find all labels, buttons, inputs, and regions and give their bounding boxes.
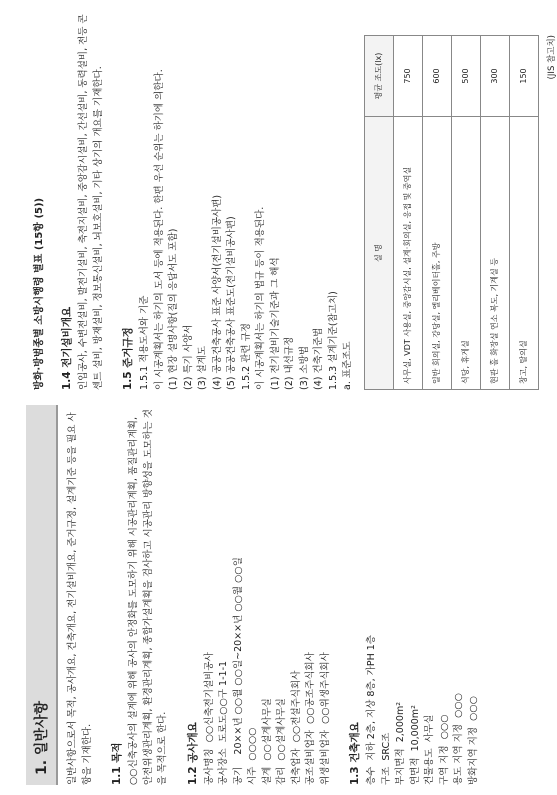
lux-value-cell: 150 [509,36,538,117]
section-banner [26,405,58,785]
table-header-row [364,36,393,390]
list-item: 시주 ○○○○ [247,727,258,785]
illuminance-table [364,35,539,390]
room-name-cell: 창고, 탈의실 [509,117,538,390]
list-item: 방화지역 지정 ○○○ [467,696,479,785]
lux-value-cell: 500 [451,36,480,117]
table-row [480,36,509,390]
list-item: 이 시공계획서는 하기의 법규 등이 적용된다. [255,206,266,390]
list-item: 건축업자 ○○전설주식회사 [290,670,302,785]
list-item: 이 시공계획서는 하기의 도서 등에 적용된다. 한편 우선 순위는 하기에 의한다. [153,69,165,390]
intro-text: 일반사항으로서 목적, 공사개요, 건축개요, 전기설비개요, 준거규정, 설계기준 등을 필요 사항을 기재한다. [67,412,93,785]
heading-1-2: 1.2 공사개요 [186,722,199,785]
list-item: 1.5.3 설계기준(참고치) [327,291,339,390]
list-item: (2) 내선규정 [284,336,295,390]
table-row [451,36,480,390]
list-item: (3) 설계도 [197,345,208,390]
list-item: 부지면적 2,000m² [395,701,406,785]
building-overview-list [365,405,481,785]
header-room-name: 실 명 [364,117,393,390]
fire-classification-line: 방화·방범종별 소방시행령 별표 (15항 (5)) [34,197,45,390]
room-name-cell: 현관 홀 화장실 연소 복도, 기계실 등 [480,117,509,390]
list-item: (1) 현장 설명사항(질의 응답서도 포함) [168,228,179,390]
standards-list [138,10,356,390]
heading-1-3: 1.3 건축개요 [349,722,361,785]
heading-1-1: 1.1 목적 [111,742,123,785]
electrical-overview-text: 인입공사, 수변전설비, 발전기설비, 축전지설비, 중앙감시설비, 간선설비, 동력설비, 전등 콘센트 설비, 방재설비, 정보통신설비, 뇌보호설비, 기타 상기의 개요를 기재한다. [78,14,104,390]
table-note: (JIS 참고치) [546,35,557,80]
room-name-cell: 사무실, VDT 사용실, 중앙감시실, 설계·회의실, 응접 및 중역실 [393,117,422,390]
left-column [0,405,553,785]
list-item: (5) 공공건축공사 표준도(전기설비공사편) [226,216,237,390]
list-item: 공조설비업자 ○○공조주식회사 [305,652,316,785]
lux-value-cell: 300 [480,36,509,117]
room-name-cell: 일반 회의실, 강당실, 엘리베이터홀, 주방 [422,117,451,390]
list-item: 감리 ○○설계사무실 [276,698,287,785]
list-item: (4) 공공건축공사 표준 사양서(전기설비공사편) [211,194,223,390]
list-item: 설계 ○○설계사무실 [261,698,273,785]
table-row [509,36,538,390]
list-item: 용도 지역 지정 ○○○ [453,692,464,785]
list-item: 건물용도 사무실 [424,714,435,785]
list-item: 1.5.2 관련 규정 [240,323,252,390]
list-item: 구조 SRC조 [380,732,392,785]
lux-value-cell: 600 [422,36,451,117]
project-overview-list [203,405,334,785]
table-row [422,36,451,390]
heading-1-5: 1.5 준거규정 [122,327,134,390]
header-average-lux: 평균 조도(lx) [364,36,393,117]
list-item: (3) 소방법 [298,345,310,390]
heading-1-4: 1.4 전기설비개요 [61,306,73,390]
purpose-text: ○○신축공사의 설계에 위해 공사의 안정화를 도모하기 위해 시공관리계획, 품질관리계획, 안전위생관리계획, 환경관리계획, 종합가설계획을 검사하고 시공관리 방향성을 도모하는 것을 목적으로 한다. [128,409,168,785]
list-item: (1) 전기설비기술기준과 그 해석 [269,257,281,390]
list-item: 층수 지하 2층, 지상 8층, 가PH 1층 [366,635,377,785]
list-item: 연면적 10,000m² [409,705,421,785]
list-item: 구역 지정 ○○○ [438,714,450,785]
section-title: 1. 일반사항 [34,700,50,775]
right-column [0,10,557,390]
lux-value-cell: 750 [393,36,422,117]
table-row [393,36,422,390]
list-item: 위생설비업자 ○○위생주식회사 [319,652,331,785]
list-item: 공사장소 도로도○○구 1-1-1 [218,660,229,785]
list-item: 1.5.1 적용도서와 기준 [139,295,150,390]
room-name-cell: 식당, 휴게실 [451,117,480,390]
list-item: 공기 20××년 ○○월 ○○일~20××년 ○○월 ○○일 [232,557,244,785]
list-item: (2) 특기 사양서 [182,324,194,390]
list-item: a. 표준조도 [342,341,353,390]
list-item: (4) 건축기준법 [313,327,324,390]
list-item: 공사명칭 ○○신축전기설비공사 [203,652,215,785]
